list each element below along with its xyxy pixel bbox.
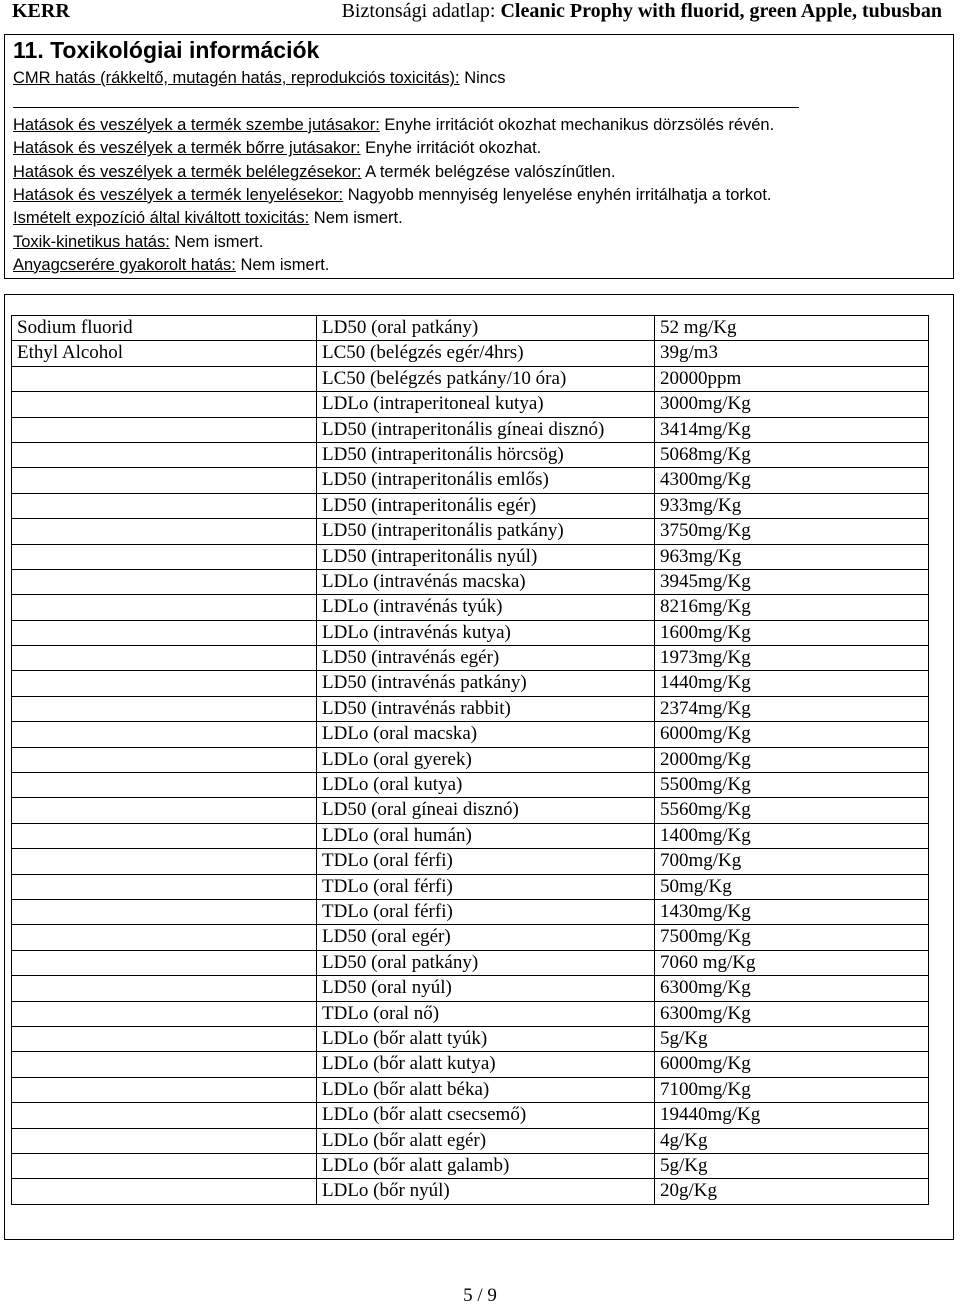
test-cell: LD50 (oral gíneai disznó) [317,798,655,823]
effect-label: Ismételt expozíció által kiváltott toxicitás: [13,209,310,228]
value-cell: 52 mg/Kg [655,316,929,341]
table-row [12,468,929,493]
test-cell: LDLo (bőr alatt tyúk) [317,1026,655,1051]
substance-cell [12,1128,317,1153]
value-cell: 2000mg/Kg [655,747,929,772]
value-cell: 6300mg/Kg [655,976,929,1001]
test-cell: LC50 (belégzés patkány/10 óra) [317,366,655,391]
effect-label: Hatások és veszélyek a termék bőrre jutásakor: [13,139,361,158]
value-cell: 7060 mg/Kg [655,950,929,975]
substance-cell [12,696,317,721]
effect-value: Nem ismert. [309,209,403,228]
test-cell: LD50 (intraperitonális gíneai disznó) [317,417,655,442]
test-cell: LDLo (oral macska) [317,722,655,747]
test-cell: LD50 (intraperitonális nyúl) [317,544,655,569]
section-title: 11. Toxikológiai információk [13,37,320,63]
test-cell: LDLo (bőr alatt galamb) [317,1153,655,1178]
test-cell: TDLo (oral férfi) [317,849,655,874]
value-cell: 1400mg/Kg [655,823,929,848]
substance-cell [12,925,317,950]
toxicology-info-box [4,34,954,279]
test-cell: LD50 (oral patkány) [317,950,655,975]
substance-cell [12,366,317,391]
substance-cell [12,442,317,467]
substance-cell [12,417,317,442]
table-row [12,950,929,975]
substance-cell [12,544,317,569]
test-cell: LC50 (belégzés egér/4hrs) [317,341,655,366]
effect-label: Toxik-kinetikus hatás: [13,232,170,251]
value-cell: 50mg/Kg [655,874,929,899]
table-row [12,595,929,620]
table-row [12,392,929,417]
table-row [12,823,929,848]
test-cell: LD50 (oral patkány) [317,316,655,341]
test-cell: LD50 (intraperitonális egér) [317,493,655,518]
table-row [12,519,929,544]
effect-line [13,116,774,135]
table-row [12,747,929,772]
table-row [12,1077,929,1102]
effect-value: Nagyobb mennyiség lenyelése enyhén irritálhatja a torkot. [343,185,772,204]
effect-label: Hatások és veszélyek a termék belélegzésekor: [13,162,362,181]
value-cell: 3414mg/Kg [655,417,929,442]
table-row [12,696,929,721]
substance-cell [12,1103,317,1128]
page-header [12,0,942,24]
table-row [12,874,929,899]
substance-cell: Sodium fluorid [12,316,317,341]
table-row [12,417,929,442]
substance-cell: Ethyl Alcohol [12,341,317,366]
test-cell: LDLo (intravénás tyúk) [317,595,655,620]
substance-cell [12,874,317,899]
test-cell: LD50 (intraperitonális hörcsög) [317,442,655,467]
value-cell: 1973mg/Kg [655,646,929,671]
test-cell: LDLo (intravénás kutya) [317,620,655,645]
divider [13,107,799,108]
substance-cell [12,392,317,417]
substance-cell [12,646,317,671]
test-cell: LD50 (oral egér) [317,925,655,950]
substance-cell [12,1052,317,1077]
value-cell: 6300mg/Kg [655,1001,929,1026]
substance-cell [12,493,317,518]
table-row [12,1153,929,1178]
table-row [12,976,929,1001]
test-cell: LDLo (bőr alatt csecsemő) [317,1103,655,1128]
test-cell: LDLo (bőr nyúl) [317,1179,655,1204]
value-cell: 1600mg/Kg [655,620,929,645]
value-cell: 1430mg/Kg [655,899,929,924]
value-cell: 5500mg/Kg [655,773,929,798]
table-row [12,366,929,391]
table-row [12,316,929,341]
table-row [12,798,929,823]
value-cell: 3000mg/Kg [655,392,929,417]
value-cell: 3945mg/Kg [655,569,929,594]
table-row [12,544,929,569]
table-row [12,849,929,874]
table-row [12,1128,929,1153]
table-row [12,1179,929,1204]
table-row [12,341,929,366]
cmr-effect [13,69,505,88]
value-cell: 6000mg/Kg [655,722,929,747]
toxicity-data-box [4,294,954,1240]
value-cell: 5g/Kg [655,1026,929,1051]
effect-line [13,209,403,228]
table-row [12,671,929,696]
substance-cell [12,1179,317,1204]
test-cell: LDLo (oral kutya) [317,773,655,798]
value-cell: 3750mg/Kg [655,519,929,544]
effect-label: Hatások és veszélyek a termék szembe jutásakor: [13,116,380,134]
effect-line [13,256,329,275]
substance-cell [12,569,317,594]
value-cell: 7500mg/Kg [655,925,929,950]
substance-cell [12,620,317,645]
substance-cell [12,671,317,696]
table-row [12,1026,929,1051]
substance-cell [12,747,317,772]
substance-cell [12,976,317,1001]
table-row [12,569,929,594]
test-cell: LDLo (intravénás macska) [317,569,655,594]
table-row [12,646,929,671]
substance-cell [12,950,317,975]
test-cell: LDLo (bőr alatt egér) [317,1128,655,1153]
value-cell: 20000ppm [655,366,929,391]
table-row [12,620,929,645]
value-cell: 2374mg/Kg [655,696,929,721]
substance-cell [12,899,317,924]
effect-value: A termék belégzése valószínűtlen. [361,162,616,181]
effect-value: Nem ismert. [169,232,264,251]
effect-value: Nem ismert. [235,255,330,274]
test-cell: LDLo (bőr alatt béka) [317,1077,655,1102]
test-cell: LDLo (oral humán) [317,823,655,848]
value-cell: 39g/m3 [655,341,929,366]
value-cell: 933mg/Kg [655,493,929,518]
value-cell: 5560mg/Kg [655,798,929,823]
substance-cell [12,798,317,823]
effect-value: Enyhe irritációt okozhat mechanikus dörzsölés révén. [379,116,775,134]
value-cell: 963mg/Kg [655,544,929,569]
table-row [12,722,929,747]
value-cell: 20g/Kg [655,1179,929,1204]
product-name: Cleanic Prophy with fluorid, green Apple, tubusban [500,0,942,22]
test-cell: LD50 (intravénás egér) [317,646,655,671]
test-cell: LDLo (bőr alatt kutya) [317,1052,655,1077]
value-cell: 700mg/Kg [655,849,929,874]
value-cell: 19440mg/Kg [655,1103,929,1128]
toxicity-table [11,315,929,1205]
test-cell: TDLo (oral férfi) [317,874,655,899]
company-name: KERR [12,0,70,22]
value-cell: 8216mg/Kg [655,595,929,620]
effect-value: Enyhe irritációt okozhat. [360,139,542,158]
effect-label: Hatások és veszélyek a termék lenyelésekor: [13,185,344,204]
table-row [12,1103,929,1128]
table-row [12,1001,929,1026]
table-row [12,899,929,924]
substance-cell [12,773,317,798]
substance-cell [12,722,317,747]
table-row [12,442,929,467]
substance-cell [12,519,317,544]
substance-cell [12,849,317,874]
document-type: Biztonsági adatlap: [341,0,501,22]
test-cell: TDLo (oral nő) [317,1001,655,1026]
test-cell: LDLo (oral gyerek) [317,747,655,772]
table-row [12,1052,929,1077]
effect-line [13,163,616,182]
value-cell: 7100mg/Kg [655,1077,929,1102]
value-cell: 5068mg/Kg [655,442,929,467]
value-cell: 5g/Kg [655,1153,929,1178]
test-cell: LDLo (intraperitoneal kutya) [317,392,655,417]
value-cell: 6000mg/Kg [655,1052,929,1077]
effect-line [13,233,263,252]
test-cell: LD50 (intraperitonális patkány) [317,519,655,544]
effect-line [13,186,772,205]
test-cell: LD50 (intravénás rabbit) [317,696,655,721]
substance-cell [12,1153,317,1178]
table-row [12,493,929,518]
substance-cell [12,1026,317,1051]
value-cell: 4g/Kg [655,1128,929,1153]
substance-cell [12,1001,317,1026]
document-title [342,0,942,23]
page-number: 5 / 9 [463,1285,497,1306]
effect-label: Anyagcserére gyakorolt hatás: [13,255,236,274]
table-row [12,925,929,950]
substance-cell [12,1077,317,1102]
substance-cell [12,595,317,620]
cmr-label: CMR hatás (rákkeltő, mutagén hatás, reprodukciós toxicitás): [13,69,460,87]
value-cell: 1440mg/Kg [655,671,929,696]
cmr-value: Nincs [459,69,506,87]
value-cell: 4300mg/Kg [655,468,929,493]
substance-cell [12,468,317,493]
test-cell: LD50 (intraperitonális emlős) [317,468,655,493]
test-cell: LD50 (oral nyúl) [317,976,655,1001]
effect-line [13,139,541,158]
test-cell: LD50 (intravénás patkány) [317,671,655,696]
test-cell: TDLo (oral férfi) [317,899,655,924]
substance-cell [12,823,317,848]
table-row [12,773,929,798]
